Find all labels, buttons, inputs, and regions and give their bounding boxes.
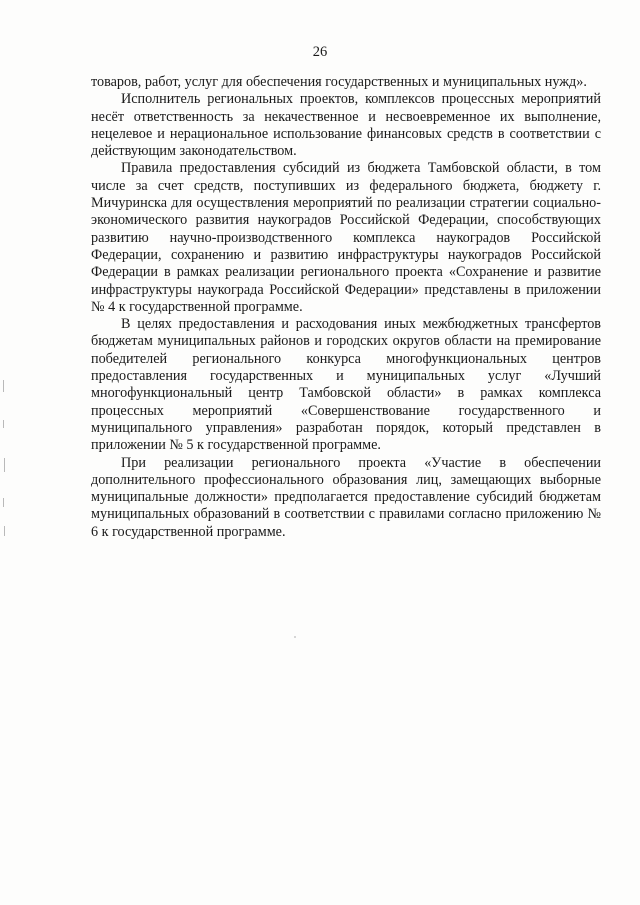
- page-number: 26: [312, 44, 328, 60]
- paragraph-subsidy-rules-michurinsk: Правила предоставления субсидий из бюджета Тамбовской области, в том числе за счет средств, поступивших из федерального бюджета, бюджету г. Мичуринска для осуществления мероприятий по реализации стратегии социально-экономического развития наукоградов Российской Федерации, способствующих развитию научно-производственного комплекса наукоградов Российской Федерации, сохранению и развитию инфраструктуры наукоградов Российской Федерации в рамках реализации регионального проекта «Сохранение и развитие инфраструктуры наукограда Российской Федерации» представлены в приложении № 4 к государственной программе.: [91, 160, 601, 315]
- paragraph-continuation: товаров, работ, услуг для обеспечения государственных и муниципальных нужд».: [91, 74, 587, 90]
- paragraph-intergovernmental-transfers: В целях предоставления и расходования иных межбюджетных трансфертов бюджетам муниципальных районов и городских округов области на премирование победителей регионального конкурса многофункциональных центров предоставления государственных и муниципальных услуг «Лучший многофункциональный центр Тамбовской области» в рамках комплекса процессных мероприятий «Совершенствование государственного и муниципального управления» разработан порядок, который представлен в приложении № 5 к государственной программе.: [91, 316, 601, 454]
- scan-margin-specks: [2, 380, 6, 540]
- scan-stray-dot: [294, 636, 296, 638]
- body-text: [91, 74, 601, 541]
- paragraph-executor-responsibility: Исполнитель региональных проектов, комплексов процессных мероприятий несёт ответственность за некачественное и несвоевременное их выполнение, нецелевое и нерациональное использование финансовых средств в соответствии с действующим законодательством.: [91, 91, 601, 160]
- paragraph-professional-education-project: При реализации регионального проекта «Участие в обеспечении дополнительного профессионального образования лиц, замещающих выборные муниципальные должности» предполагается предоставление субсидий бюджетам муниципальных образований в соответствии с правилами согласно приложению № 6 к государственной программе.: [91, 454, 601, 540]
